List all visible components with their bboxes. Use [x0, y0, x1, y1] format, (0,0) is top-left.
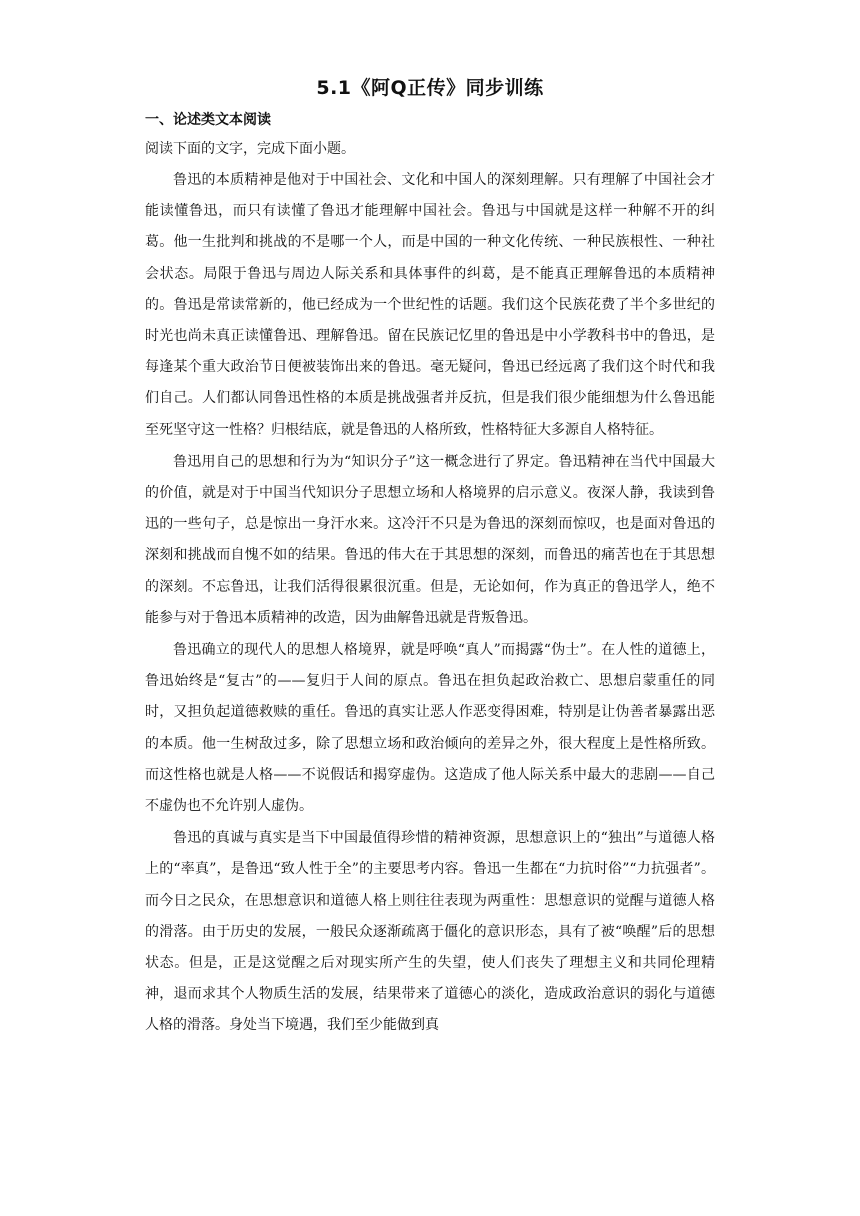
passage-paragraph-1: 鲁迅的本质精神是他对于中国社会、文化和中国人的深刻理解。只有理解了中国社会才能读懂鲁迅，而只有读懂了鲁迅才能理解中国社会。鲁迅与中国就是这样一种解不开的纠葛。他一生批判和挑战的不是哪一个人，而是中国的一种文化传统、一种民族根性、一种社会状态。局限于鲁迅与周边人际关系和具体事件的纠葛，是不能真正理解鲁迅的本质精神的。鲁迅是常读常新的，他已经成为一个世纪性的话题。我们这个民族花费了半个多世纪的时光也尚未真正读懂鲁迅、理解鲁迅。留在民族记忆里的鲁迅是中小学教科书中的鲁迅，是每逢某个重大政治节日便被装饰出来的鲁迅。毫无疑问，鲁迅已经远离了我们这个时代和我们自己。人们都认同鲁迅性格的本质是挑战强者并反抗，但是我们很少能细想为什么鲁迅能至死坚守这一性格？归根结底，就是鲁迅的人格所致，性格特征大多源自人格特征。 — [145, 172, 715, 438]
document-title: 5.1《阿Q正传》同步训练 — [316, 77, 544, 99]
document-page — [145, 72, 715, 1043]
passage-paragraph-4: 鲁迅的真诚与真实是当下中国最值得珍惜的精神资源，思想意识上的“独出”与道德人格上的“率真”，是鲁迅“致人性于全”的主要思考内容。鲁迅一生都在“力抗时俗”“力抗强者”。而今日之民众，在思想意识和道德人格上则往往表现为两重性：思想意识的觉醒与道德人格的滑落。由于历史的发展，一般民众逐渐疏离于僵化的意识形态，具有了被“唤醒”后的思想状态。但是，正是这觉醒之后对现实所产生的失望，使人们丧失了理想主义和共同伦理精神，退而求其个人物质生活的发展，结果带来了道德心的淡化，造成政治意识的弱化与道德人格的滑落。身处当下境遇，我们至少能做到真 — [145, 830, 715, 1034]
section-heading: 一、论述类文本阅读 — [145, 112, 271, 128]
passage-paragraph-2: 鲁迅用自己的思想和行为为“知识分子”这一概念进行了界定。鲁迅精神在当代中国最大的价值，就是对于中国当代知识分子思想立场和人格境界的启示意义。夜深人静，我读到鲁迅的一些句子，总是惊出一身汗水来。这冷汗不只是为鲁迅的深刻而惊叹，也是面对鲁迅的深刻和挑战而自愧不如的结果。鲁迅的伟大在于其思想的深刻，而鲁迅的痛苦也在于其思想的深刻。不忘鲁迅，让我们活得很累很沉重。但是，无论如何，作为真正的鲁迅学人，绝不能参与对于鲁迅本质精神的改造，因为曲解鲁迅就是背叛鲁迅。 — [145, 453, 715, 626]
reading-instruction: 阅读下面的文字，完成下面小题。 — [145, 141, 355, 157]
passage-paragraph-3: 鲁迅确立的现代人的思想人格境界，就是呼唤“真人”而揭露“伪士”。在人性的道德上，鲁迅始终是“复古”的——复归于人间的原点。鲁迅在担负起政治救亡、思想启蒙重任的同时，又担负起道德救赎的重任。鲁迅的真实让恶人作恶变得困难，特别是让伪善者暴露出恶的本质。他一生树敌过多，除了思想立场和政治倾向的差异之外，很大程度上是性格所致。而这性格也就是人格——不说假话和揭穿虚伪。这造成了他人际关系中最大的悲剧——自己不虚伪也不允许别人虚伪。 — [145, 642, 715, 815]
